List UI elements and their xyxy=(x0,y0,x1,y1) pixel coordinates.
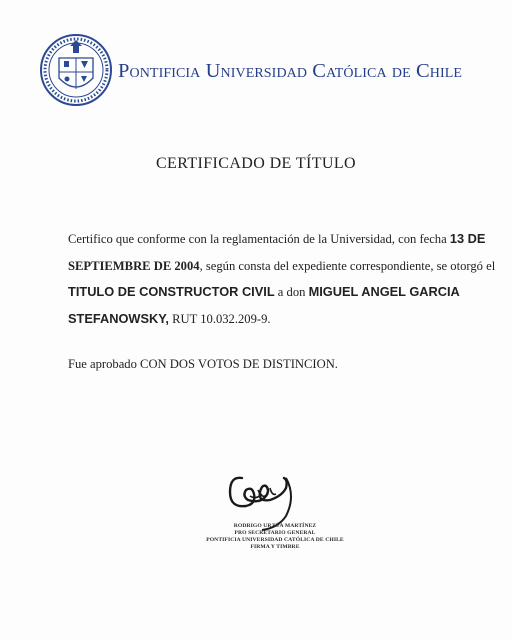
date-day: 13 DE xyxy=(449,231,486,246)
university-name: Pontificia Universidad Católica de Chile xyxy=(118,60,463,82)
graduate-name: MIGUEL ANGEL GARCIA xyxy=(308,284,460,299)
body-line-3 xyxy=(68,279,474,306)
body-text: , según consta del expediente correspondiente, se otorgó el xyxy=(199,258,496,273)
signer-name: RODRIGO URZÚA MARTÍNEZ xyxy=(233,523,317,529)
body-line-2 xyxy=(68,253,496,280)
signature-stamp xyxy=(175,523,375,551)
graduate-surname: STEFANOWSKY, xyxy=(68,310,169,326)
rut-number: RUT 10.032.209-9. xyxy=(168,311,271,326)
signer-role: PRO SECRETARIO GENERAL xyxy=(234,530,316,536)
body-line-1 xyxy=(68,226,486,253)
date-month-year: SEPTIEMBRE DE 2004 xyxy=(68,258,200,273)
certificate-title: CERTIFICADO DE TÍTULO xyxy=(155,155,357,172)
body-text: Certifico que conforme con la reglamentación de la Universidad, con fecha xyxy=(68,232,450,246)
signer-institution: PONTIFICIA UNIVERSIDAD CATÓLICA DE CHILE xyxy=(206,537,344,543)
body-text: a don xyxy=(274,285,309,299)
university-seal-icon xyxy=(39,30,113,108)
degree-title: TITULO DE CONSTRUCTOR CIVIL xyxy=(68,284,275,299)
body-line-4 xyxy=(68,306,474,333)
approval-text: Fue aprobado CON DOS VOTOS DE DISTINCION. xyxy=(68,357,338,371)
certificate-body xyxy=(68,226,496,332)
signature-note: FIRMA Y TIMBRE xyxy=(250,544,300,550)
